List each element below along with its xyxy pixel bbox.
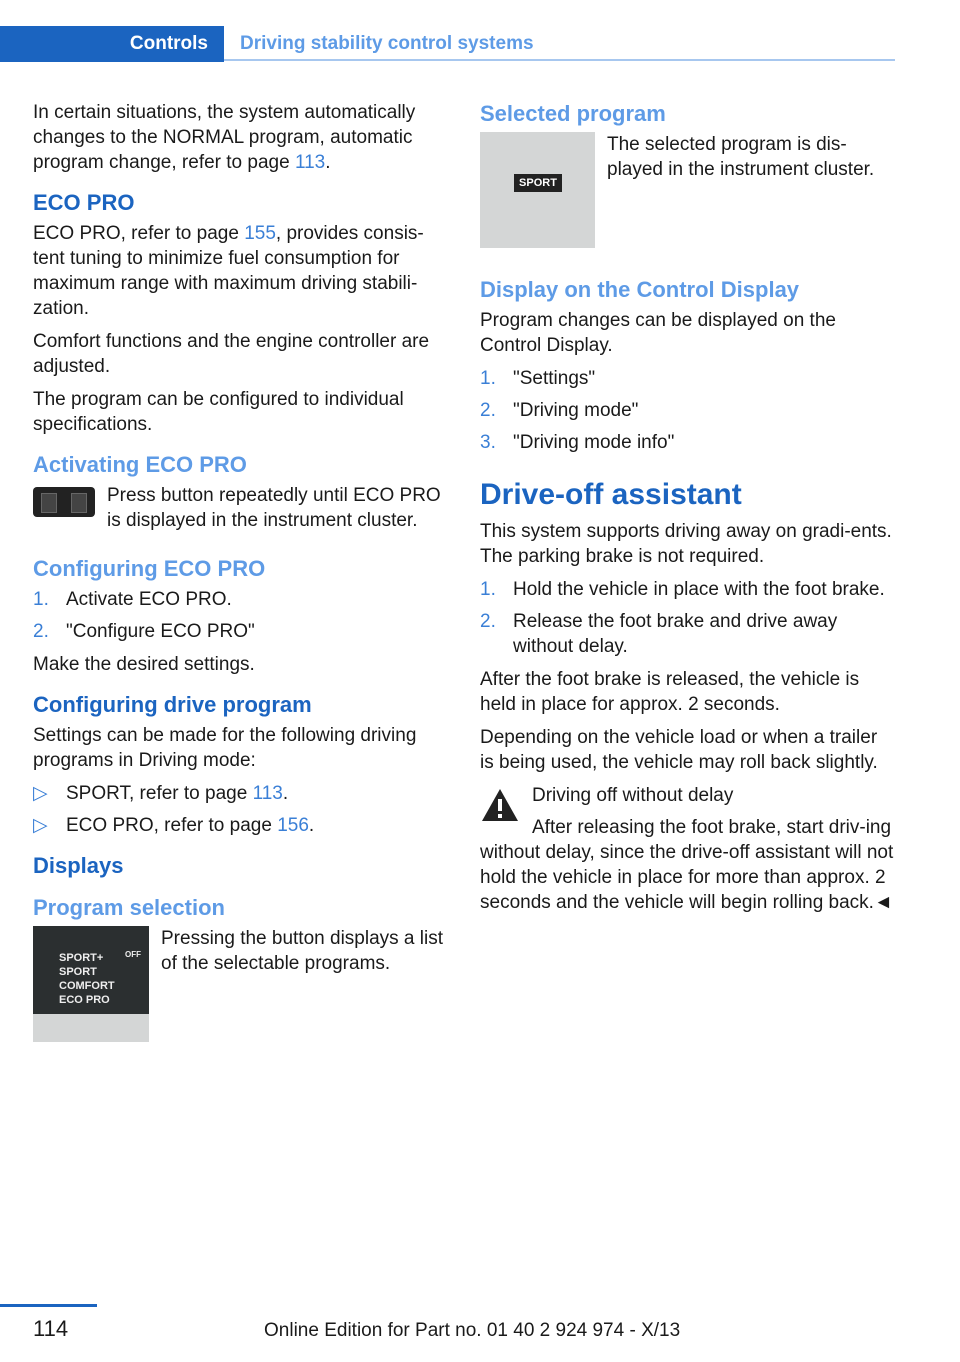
list-item: 1. Hold the vehicle in place with the foot brake. <box>480 579 885 600</box>
drive-off-steps <box>480 577 895 659</box>
control-display-steps <box>480 366 895 455</box>
selected-program-text: The selected program is dis-played in the instrument cluster. <box>607 134 875 180</box>
left-column <box>33 100 443 1042</box>
displays-heading: Displays <box>33 853 124 878</box>
selected-program-display: SPORT <box>480 132 595 248</box>
activating-heading: Activating ECO PRO <box>33 452 247 477</box>
list-item: 2. "Configure ECO PRO" <box>33 621 255 642</box>
configuring-steps <box>33 587 443 644</box>
selected-program-heading: Selected program <box>480 101 666 126</box>
edition-text: Online Edition for Part no. 01 40 2 924 974 - X/13 <box>264 1320 681 1341</box>
drive-off-assistant-heading: Drive-off assistant <box>480 478 742 511</box>
page-header <box>0 26 895 62</box>
page-number: 114 <box>33 1316 69 1341</box>
settings-note: Make the desired settings. <box>33 654 255 675</box>
drive-off-p2: Depending on the vehicle load or when a trailer is being used, the vehicle may roll back slightly. <box>480 727 878 773</box>
activating-text: Press button repeatedly until ECO PRO is displayed in the instrument cluster. <box>107 485 441 531</box>
warning-title: Driving off without delay <box>532 785 734 806</box>
right-column <box>480 100 895 923</box>
configuring-heading: Configuring ECO PRO <box>33 556 266 581</box>
list-item: 2. "Driving mode" <box>480 400 639 421</box>
button-icon <box>33 483 95 517</box>
warning-text: After releasing the foot brake, start driv-ing without delay, since the drive-off assistant will not hold the vehicle in place for more than approx. 2 seconds and the vehicle will begin rolling back.◄ <box>480 817 894 913</box>
list-item: 3. "Driving mode info" <box>480 432 675 453</box>
footer-bar <box>0 1304 97 1307</box>
program-selection-text: Pressing the button displays a list of the selectable programs. <box>161 928 443 974</box>
drive-program-list <box>33 781 443 838</box>
header-rule <box>224 59 895 61</box>
page-link[interactable]: 155 <box>244 223 276 244</box>
configure-paragraph: The program can be configured to individual specifications. <box>33 389 404 435</box>
page-link[interactable]: 113 <box>252 783 283 804</box>
intro-paragraph: In certain situations, the system automatically changes to the NORMAL program, automatic program change, refer to page 113. <box>33 102 416 173</box>
control-display-text: Program changes can be displayed on the Control Display. <box>480 310 836 356</box>
program-selection-heading: Program selection <box>33 895 225 920</box>
list-item: ▷ ECO PRO, refer to page 156. <box>33 815 315 836</box>
control-display-heading: Display on the Control Display <box>480 277 800 302</box>
breadcrumb[interactable]: Driving stability control systems <box>240 33 534 54</box>
comfort-paragraph: Comfort functions and the engine controller are adjusted. <box>33 331 430 377</box>
list-item: 1. Activate ECO PRO. <box>33 589 232 610</box>
eco-pro-paragraph: ECO PRO, refer to page 155, provides consis-tent tuning to minimize fuel consumption for maximum range with maximum driving stabili-zation. <box>33 223 424 319</box>
page-link[interactable]: 113 <box>294 152 326 173</box>
drive-off-text: This system supports driving away on gradi-ents. The parking brake is not required. <box>480 521 892 567</box>
page-link[interactable]: 156 <box>277 815 309 836</box>
list-item: 2. Release the foot brake and drive away without delay. <box>480 611 838 657</box>
drive-off-p1: After the foot brake is released, the vehicle is held in place for approx. 2 seconds. <box>480 669 860 715</box>
list-item: 1. "Settings" <box>480 368 596 389</box>
drive-program-text: Settings can be made for the following driving programs in Driving mode: <box>33 725 417 771</box>
program-list-display: SPORT+ SPORT COMFORT ECO PRO OFF <box>33 926 149 1042</box>
drive-program-heading: Configuring drive program <box>33 692 312 717</box>
list-item: ▷ SPORT, refer to page 113. <box>33 783 289 804</box>
eco-pro-heading: ECO PRO <box>33 190 135 215</box>
section-tab[interactable]: Controls <box>0 26 224 62</box>
warning-triangle-icon <box>480 787 520 828</box>
